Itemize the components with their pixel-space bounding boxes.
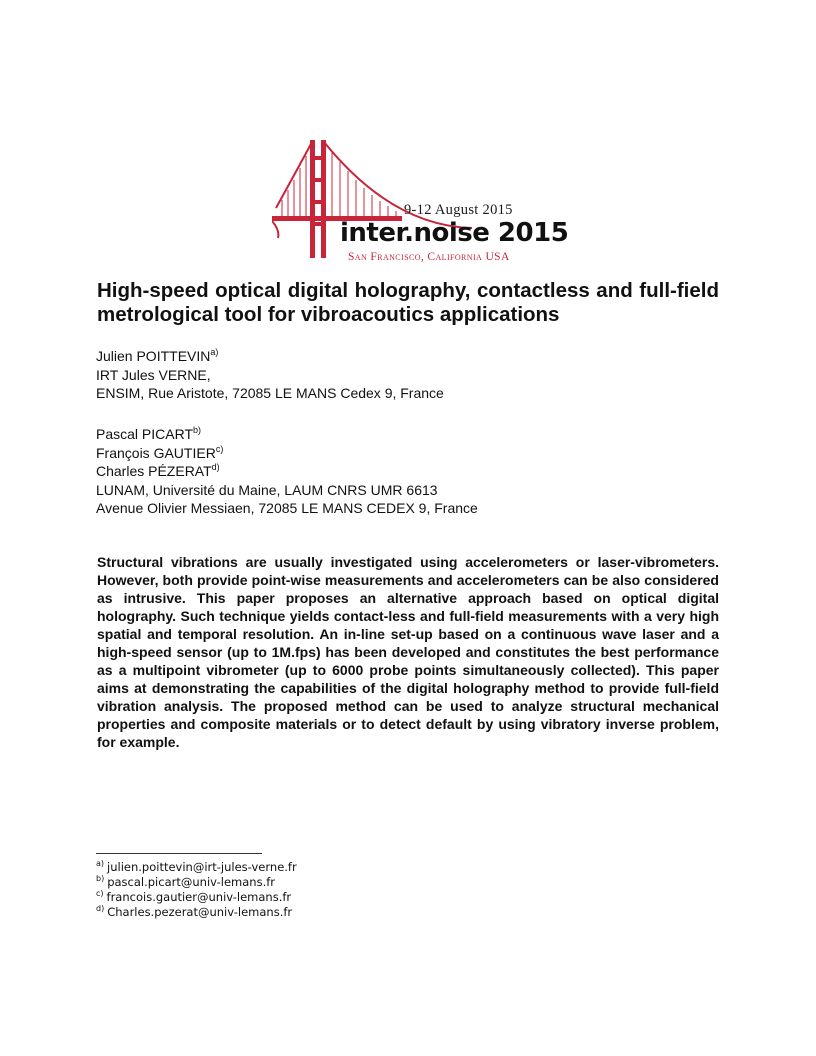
footnote-divider <box>96 853 262 854</box>
footnote <box>96 890 297 905</box>
author-group-1 <box>96 347 444 403</box>
author-line <box>96 347 444 366</box>
author-group-2 <box>96 425 478 518</box>
footnote-mark: a) <box>96 859 105 868</box>
conference-name: inter.noise 2015 <box>340 218 569 248</box>
author-footnote-mark: c) <box>215 443 224 454</box>
author-name: Pascal PICART <box>96 426 193 442</box>
author-line <box>96 425 478 444</box>
author-name: Charles PÉZERAT <box>96 463 212 479</box>
footnotes <box>96 860 297 920</box>
footnote-mark: d) <box>96 904 105 913</box>
author-line <box>96 462 478 481</box>
author-name: François GAUTIER <box>96 444 216 461</box>
author-footnote-mark: b) <box>193 425 202 435</box>
conference-location: San Francisco, California USA <box>348 251 510 263</box>
conference-logo <box>272 130 569 268</box>
footnote-email: pascal.picart@univ-lemans.fr <box>107 875 276 889</box>
footnote-mark: c) <box>96 889 104 898</box>
footnote-email: julien.poittevin@irt-jules-verne.fr <box>107 860 297 874</box>
conference-date: 9-12 August 2015 <box>404 202 513 218</box>
footnote-email: Charles.pezerat@univ-lemans.fr <box>107 905 293 919</box>
paper-title: High-speed optical digital holography, contactless and full-field metrological tool for vibroacoutics applications <box>97 279 719 326</box>
author-line <box>96 444 478 463</box>
footnote <box>96 905 297 920</box>
affiliation-line: IRT Jules VERNE, <box>96 366 211 383</box>
affiliation-line: ENSIM, Rue Aristote, 72085 LE MANS Cedex 9, France <box>96 385 444 401</box>
author-footnote-mark: a) <box>210 347 219 357</box>
author-name: Julien POITTEVIN <box>96 348 211 364</box>
footnote <box>96 875 297 890</box>
affiliation-line: LUNAM, Université du Maine, LAUM CNRS UMR 6613 <box>96 481 438 498</box>
footnote <box>96 860 297 875</box>
author-footnote-mark: d) <box>211 462 220 472</box>
affiliation-line: Avenue Olivier Messiaen, 72085 LE MANS CEDEX 9, France <box>96 500 478 516</box>
footnote-mark: b) <box>96 874 105 883</box>
abstract: Structural vibrations are usually investigated using accelerometers or laser-vibrometers. However, both provide point-wise measurements and accelerometers can be also considered as intrusive. This paper proposes an alternative approach based on optical digital holography. Such technique yields contact-less and full-field measurements with a very high spatial and temporal resolution. An in-line set-up based on a continuous wave laser and a high-speed sensor (up to 1M.fps) has been developed and constitutes the best performance as a multipoint vibrometer (up to 6000 probe points simultaneously collected). This paper aims at demonstrating the capabilities of the digital holography method to provide full-field vibration analysis. The proposed method can be used to analyze structural mechanical properties and composite materials or to detect default by using vibratory inverse problem, for example. <box>97 554 719 750</box>
footnote-email: francois.gautier@univ-lemans.fr <box>106 890 292 904</box>
